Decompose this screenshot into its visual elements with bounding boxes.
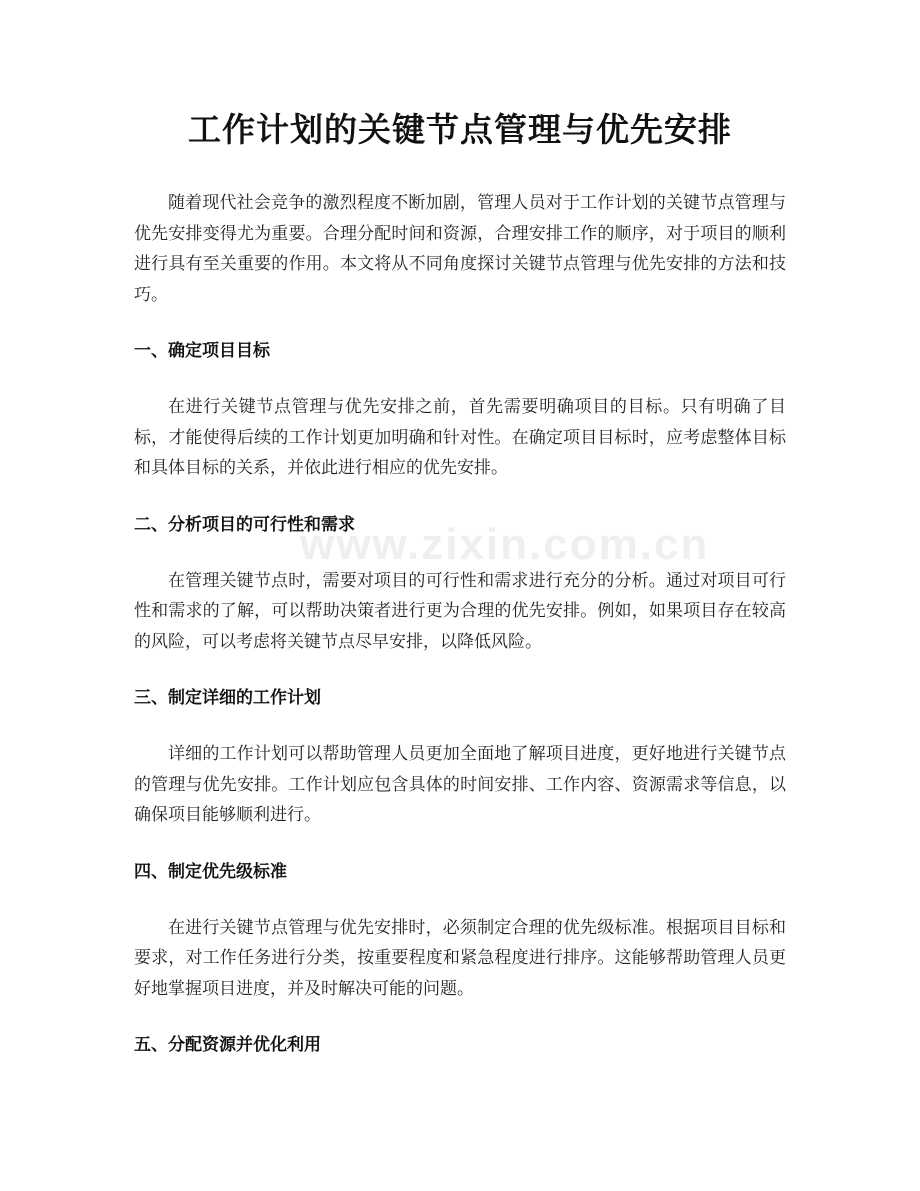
section-heading: 一、确定项目目标: [134, 341, 270, 361]
watermark: www.zixin.com.cn: [300, 520, 710, 569]
section-paragraph: 详细的工作计划可以帮助管理人员更加全面地了解项目进度，更好地进行关键节点的管理与优先安排。工作计划应包含具体的时间安排、工作内容、资源需求等信息，以确保项目能够顺利进行。: [134, 744, 786, 825]
intro-paragraph: 随着现代社会竞争的激烈程度不断加剧，管理人员对于工作计划的关键节点管理与优先安排变得尤为重要。合理分配时间和资源，合理安排工作的顺序，对于项目的顺利进行具有至关重要的作用。本文将从不同角度探讨关键节点管理与优先安排的方法和技巧。: [134, 193, 786, 305]
section-heading: 五、分配资源并优化利用: [134, 1035, 321, 1055]
document-title: 工作计划的关键节点管理与优先安排: [188, 110, 732, 149]
section-paragraph: 在进行关键节点管理与优先安排时，必须制定合理的优先级标准。根据项目目标和要求，对工作任务进行分类，按重要程度和紧急程度进行排序。这能够帮助管理人员更好地掌握项目进度，并及时解决可能的问题。: [134, 917, 786, 999]
section-paragraph: 在管理关键节点时，需要对项目的可行性和需求进行充分的分析。通过对项目可行性和需求的了解，可以帮助决策者进行更为合理的优先安排。例如，如果项目存在较高的风险，可以考虑将关键节点尽早安排，以降低风险。: [134, 570, 786, 652]
section-heading: 四、制定优先级标准: [134, 861, 287, 882]
section-heading: 二、分析项目的可行性和需求: [134, 514, 355, 535]
section-paragraph: 在进行关键节点管理与优先安排之前，首先需要明确项目的目标。只有明确了目标，才能使得后续的工作计划更加明确和针对性。在确定项目目标时，应考虑整体目标和具体目标的关系，并依此进行相应的优先安排。: [134, 397, 786, 478]
section-heading: 三、制定详细的工作计划: [134, 688, 321, 708]
